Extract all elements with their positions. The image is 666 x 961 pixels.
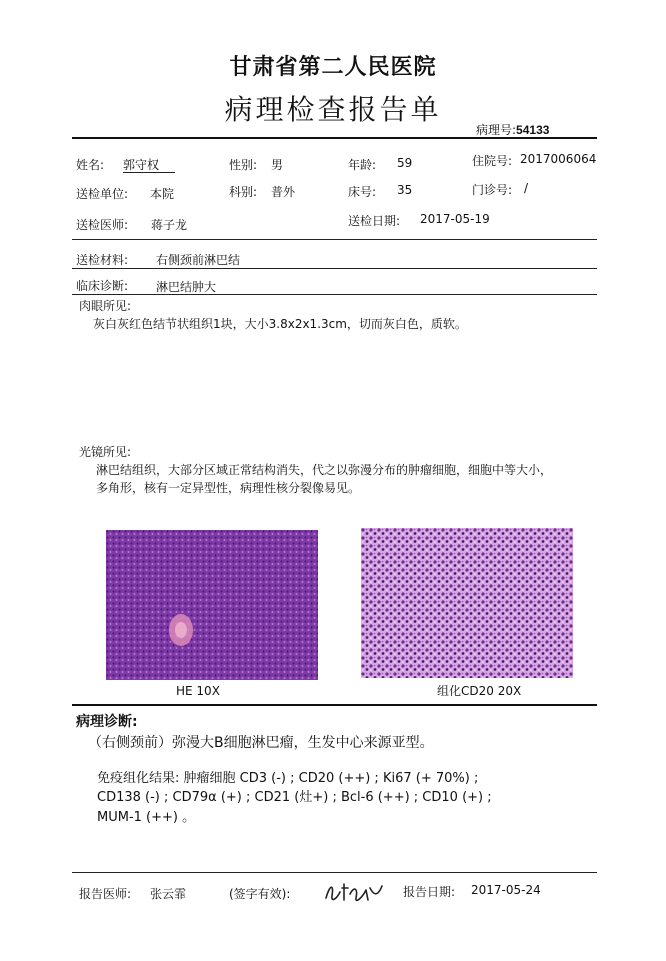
dept-value: 普外	[271, 185, 296, 199]
ihc-line-1: 免疫组化结果: 肿瘤细胞 CD3 (-) ; CD20 (++) ; Ki67 (+ 70%) ;	[97, 771, 479, 786]
submit-date-label: 送检日期:	[348, 214, 401, 228]
sex-value: 男	[271, 158, 284, 172]
cd20-micrograph	[361, 528, 573, 678]
inpatient-no-label: 住院号:	[472, 154, 513, 168]
hospital-name: 甘肃省第二人民医院	[229, 54, 437, 80]
he-caption: HE 10X	[176, 684, 220, 698]
bed-value: 35	[397, 183, 413, 197]
bed-label: 床号:	[348, 185, 377, 199]
submit-date-value: 2017-05-19	[420, 212, 490, 226]
clinical-label: 临床诊断:	[76, 279, 129, 293]
he-micrograph-svg	[106, 530, 318, 680]
signature-image	[322, 878, 386, 906]
microscopy-label: 光镜所见:	[79, 445, 132, 459]
he-micrograph	[106, 530, 318, 680]
sex-label: 性别:	[229, 158, 258, 172]
cd20-micrograph-svg	[361, 528, 573, 678]
report-title: 病理检查报告单	[224, 93, 442, 126]
clinical-value: 淋巴结肿大	[156, 280, 217, 294]
microscopy-line-1: 淋巴结组织，大部分区域正常结构消失，代之以弥漫分布的肿瘤细胞，细胞中等大小，	[96, 463, 553, 477]
clinical-divider	[72, 294, 597, 295]
name-underline	[123, 172, 175, 173]
age-label: 年龄:	[348, 158, 377, 172]
pathology-number-label: 病理号:	[476, 123, 517, 137]
report-date-value: 2017-05-24	[471, 883, 541, 897]
dept-label: 科别:	[229, 185, 258, 199]
header-divider	[72, 137, 597, 139]
footer-divider	[72, 872, 597, 873]
sign-note: (签字有效):	[229, 887, 291, 901]
doctor-value: 蒋子龙	[151, 218, 188, 232]
gross-text: 灰白灰红色结节状组织1块，大小3.8x2x1.3cm，切而灰白色，质软。	[93, 317, 467, 331]
reporter-label: 报告医师:	[79, 887, 132, 901]
name-value: 郭守权	[123, 158, 160, 172]
report-date-label: 报告日期:	[403, 885, 456, 899]
diagnosis-text: （右侧颈前）弥漫大B细胞淋巴瘤，生发中心来源亚型。	[88, 735, 434, 751]
name-label: 姓名:	[76, 158, 105, 172]
material-divider	[72, 268, 597, 269]
material-label: 送检材料:	[76, 253, 129, 267]
patient-divider	[72, 239, 597, 240]
material-value: 右侧颈前淋巴结	[156, 253, 241, 267]
cd20-caption: 组化CD20 20X	[437, 684, 522, 698]
gross-label: 肉眼所见:	[79, 299, 132, 313]
reporter-value: 张云霏	[150, 887, 187, 901]
ihc-line-3: MUM-1 (++) 。	[97, 810, 196, 825]
diagnosis-divider	[72, 704, 597, 706]
unit-value: 本院	[150, 187, 175, 201]
age-value: 59	[397, 156, 413, 170]
microscopy-line-2: 多角形，核有一定异型性，病理性核分裂像易见。	[96, 481, 361, 495]
unit-label: 送检单位:	[76, 187, 129, 201]
ihc-line-2: CD138 (-) ; CD79α (+) ; CD21 (灶+) ; Bcl-6 (++) ; CD10 (+) ;	[97, 790, 492, 805]
doctor-label: 送检医师:	[76, 218, 129, 232]
pathology-number-value: 54133	[516, 123, 550, 137]
pathology-number	[476, 121, 549, 138]
outpatient-value: /	[524, 181, 529, 195]
diagnosis-label: 病理诊断:	[76, 714, 138, 730]
inpatient-no-value: 2017006064	[520, 152, 597, 166]
outpatient-label: 门诊号:	[472, 183, 513, 197]
